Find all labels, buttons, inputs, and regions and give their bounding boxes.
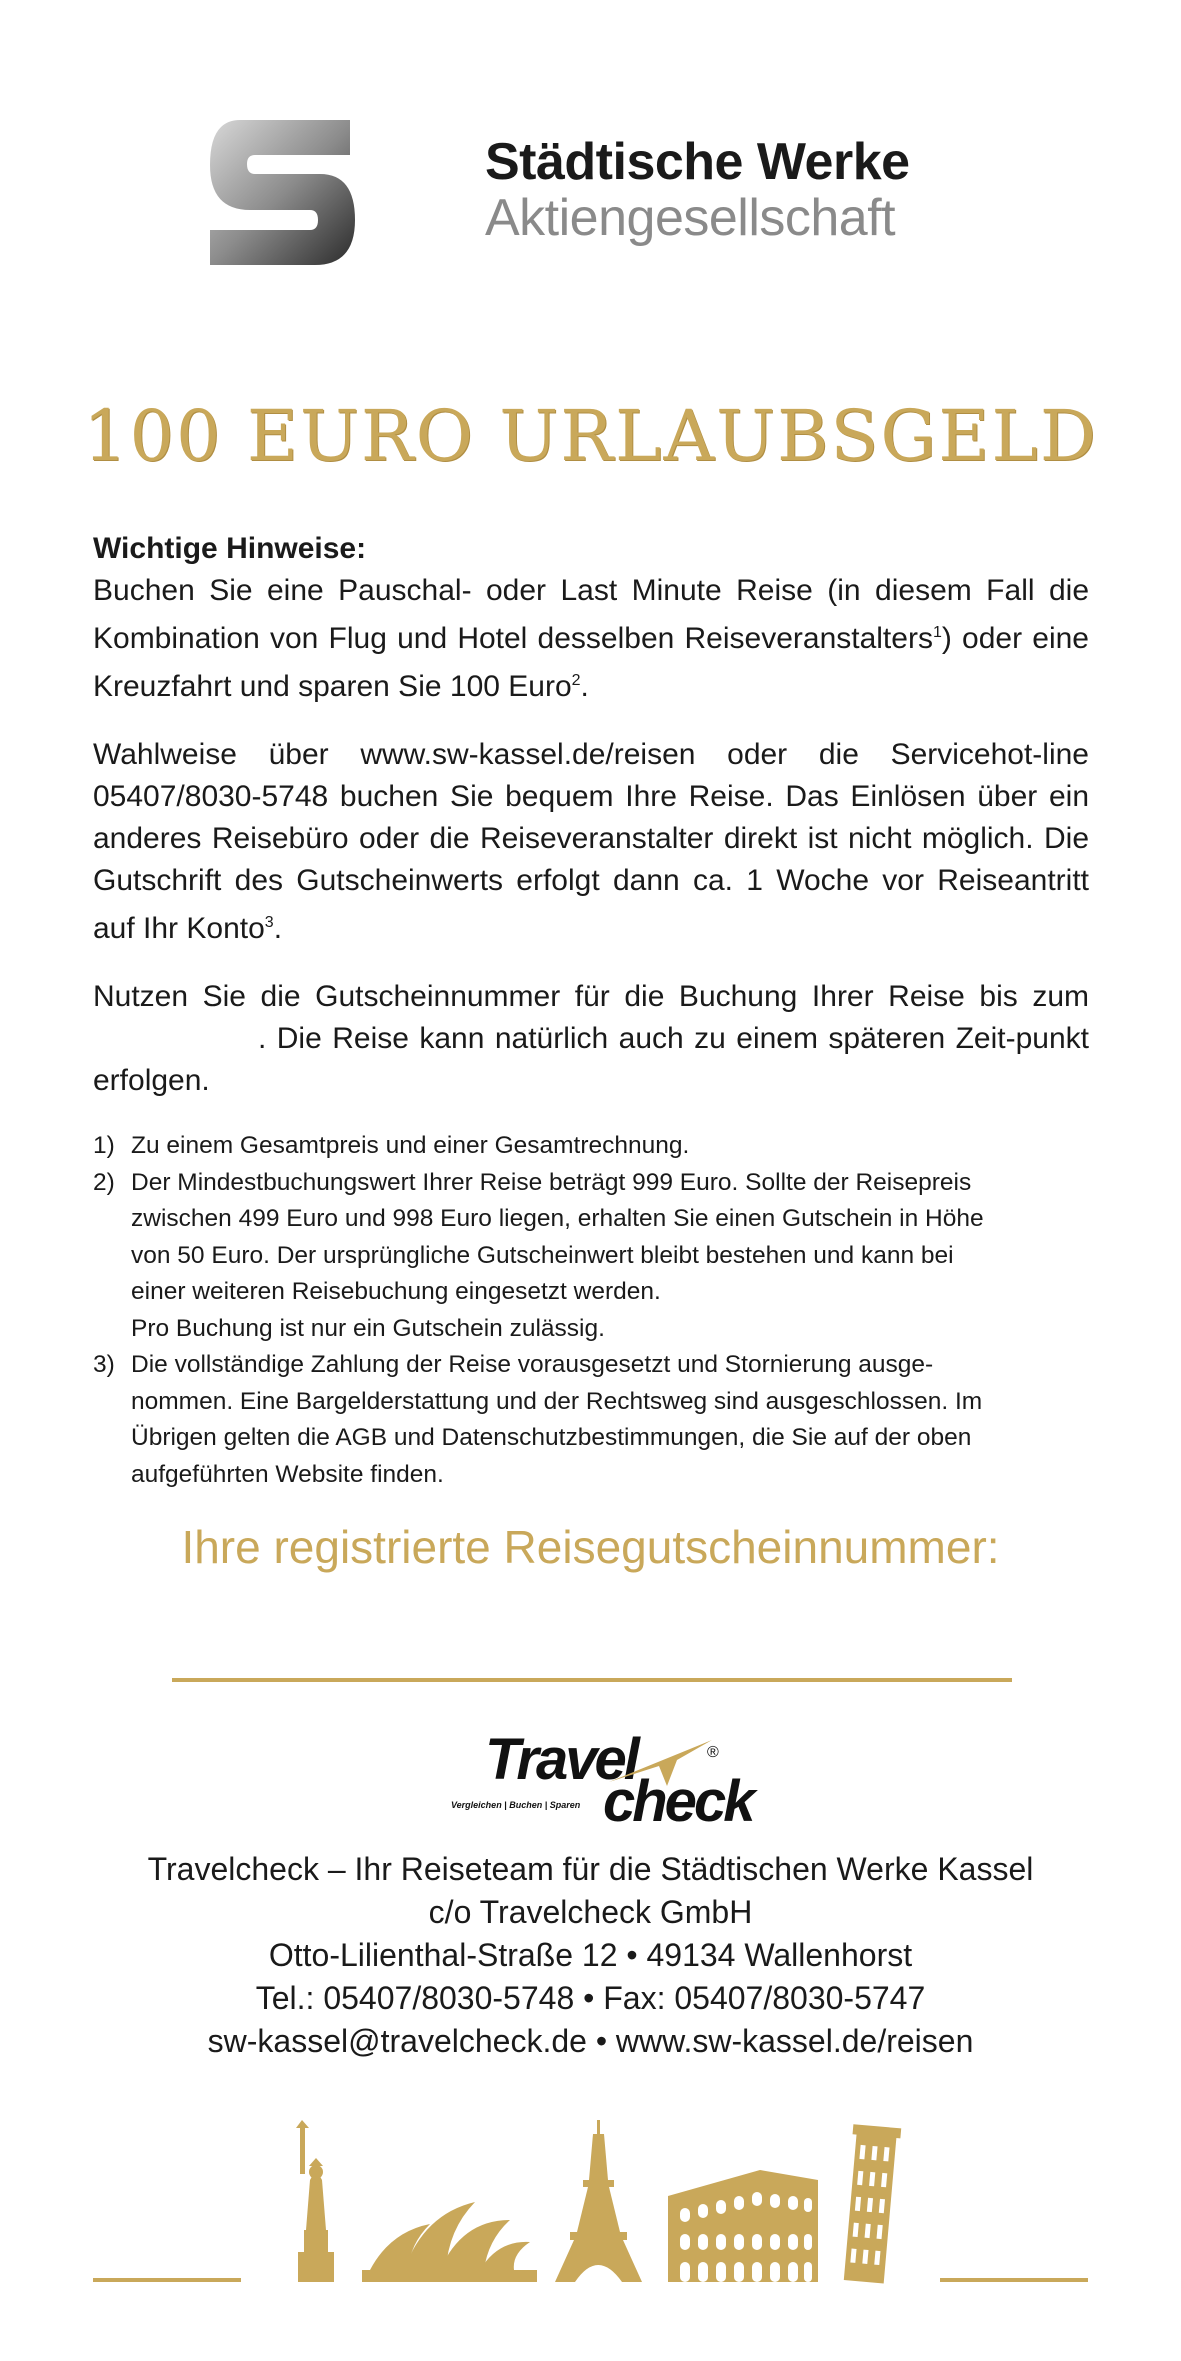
footnote-number: 1) bbox=[93, 1132, 115, 1159]
footnote-line: Übrigen gelten die AGB und Datenschutzbestimmungen, die Sie auf der oben bbox=[131, 1424, 972, 1451]
address-line: Tel.: 05407/8030-5748 • Fax: 05407/8030-5747 bbox=[255, 1980, 926, 2016]
footnote-line: zwischen 499 Euro und 998 Euro liegen, erhalten Sie einen Gutschein in Höhe bbox=[131, 1205, 984, 1232]
company-name bbox=[485, 134, 910, 246]
travelcheck-logo-check: check bbox=[603, 1769, 753, 1834]
footnote-item bbox=[93, 1128, 1083, 1165]
eiffel-tower-icon bbox=[555, 2120, 642, 2282]
statue-of-liberty-icon bbox=[296, 2120, 334, 2282]
right-gold-line bbox=[940, 2278, 1088, 2282]
address-line: Otto-Lilienthal-Straße 12 • 49134 Wallenhorst bbox=[268, 1937, 913, 1973]
address-line: Travelcheck – Ihr Reiseteam für die Städtischen Werke Kassel bbox=[147, 1851, 1034, 1887]
footnote-number: 3) bbox=[93, 1351, 115, 1378]
footnotes bbox=[93, 1128, 1083, 1493]
hints-title: Wichtige Hinweise: bbox=[93, 532, 367, 565]
contact-address bbox=[0, 1848, 1181, 2063]
footnote-line: von 50 Euro. Der ursprüngliche Gutscheinwert bleibt bestehen und kann bei bbox=[131, 1241, 954, 1269]
footnote-number: 2) bbox=[93, 1168, 115, 1196]
footnote-line: aufgeführten Website finden. bbox=[131, 1460, 444, 1488]
company-name-line2: Aktiengesellschaft bbox=[485, 189, 896, 247]
footnote-item bbox=[93, 1347, 1083, 1493]
footnote-line: Zu einem Gesamtpreis und einer Gesamtrechnung. bbox=[131, 1132, 690, 1159]
travelcheck-logo bbox=[445, 1727, 753, 1835]
travelcheck-tagline: Vergleichen | Buchen | Sparen bbox=[451, 1800, 581, 1810]
hints-paragraph-3: Nutzen Sie die Gutscheinnummer für die Buchung Ihrer Reise bis zum . Die Reise kann natürlich auch zu einem späteren Zeit-punkt erfolgen. bbox=[93, 980, 1089, 1097]
voucher-number-line bbox=[172, 1678, 1012, 1682]
footnote-line: Der Mindestbuchungswert Ihrer Reise beträgt 999 Euro. Sollte der Reisepreis bbox=[131, 1168, 972, 1196]
company-name-line1: Städtische Werke bbox=[485, 133, 910, 191]
company-logo bbox=[205, 120, 985, 280]
footnote-line: Die vollständige Zahlung der Reise vorausgesetzt und Stornierung ausge- bbox=[131, 1351, 934, 1378]
headline: 100 EURO URLAUBSGELD bbox=[82, 395, 1099, 477]
hints-section bbox=[93, 528, 1089, 1128]
registered-mark: ® bbox=[707, 1744, 719, 1761]
sw-logo-icon bbox=[205, 120, 365, 270]
footnote-item bbox=[93, 1165, 1083, 1348]
address-line: c/o Travelcheck GmbH bbox=[428, 1894, 753, 1930]
footnote-line: einer weiteren Reisebuchung eingesetzt werden. bbox=[131, 1278, 661, 1305]
sydney-opera-house-icon bbox=[362, 2202, 537, 2282]
landmarks-skyline bbox=[0, 2120, 1181, 2300]
voucher-number-title: Ihre registrierte Reisegutscheinnummer: bbox=[181, 1521, 1000, 1573]
left-gold-line bbox=[93, 2278, 241, 2282]
travelcheck-logo-travel: Travel bbox=[485, 1727, 637, 1792]
hints-paragraph-2: Wahlweise über www.sw-kassel.de/reisen oder die Servicehot-line 05407/8030-5748 buchen Sie bequem Ihre Reise. Das Einlösen über ein anderes Reisebüro oder die Reiseveranstalter direkt ist nicht möglich. Die Gutschrift des Gutscheinwerts erfolgt dann ca. 1 Woche vor Reiseantritt auf Ihr Konto$^3$. bbox=[93, 738, 1089, 945]
address-line: sw-kassel@travelcheck.de • www.sw-kassel.de/reisen bbox=[207, 2023, 974, 2059]
hints-paragraph-1: Buchen Sie eine Pauschal- oder Last Minute Reise (in diesem Fall die Kombination von Flug und Hotel desselben Reiseveranstalters$^1$) oder eine Kreuzfahrt und sparen Sie 100 Euro$^2$. bbox=[93, 574, 1089, 703]
footnote-line: Pro Buchung ist nur ein Gutschein zulässig. bbox=[131, 1314, 605, 1342]
footnote-line: nommen. Eine Bargelderstattung und der Rechtsweg sind ausgeschlossen. Im bbox=[131, 1387, 983, 1415]
